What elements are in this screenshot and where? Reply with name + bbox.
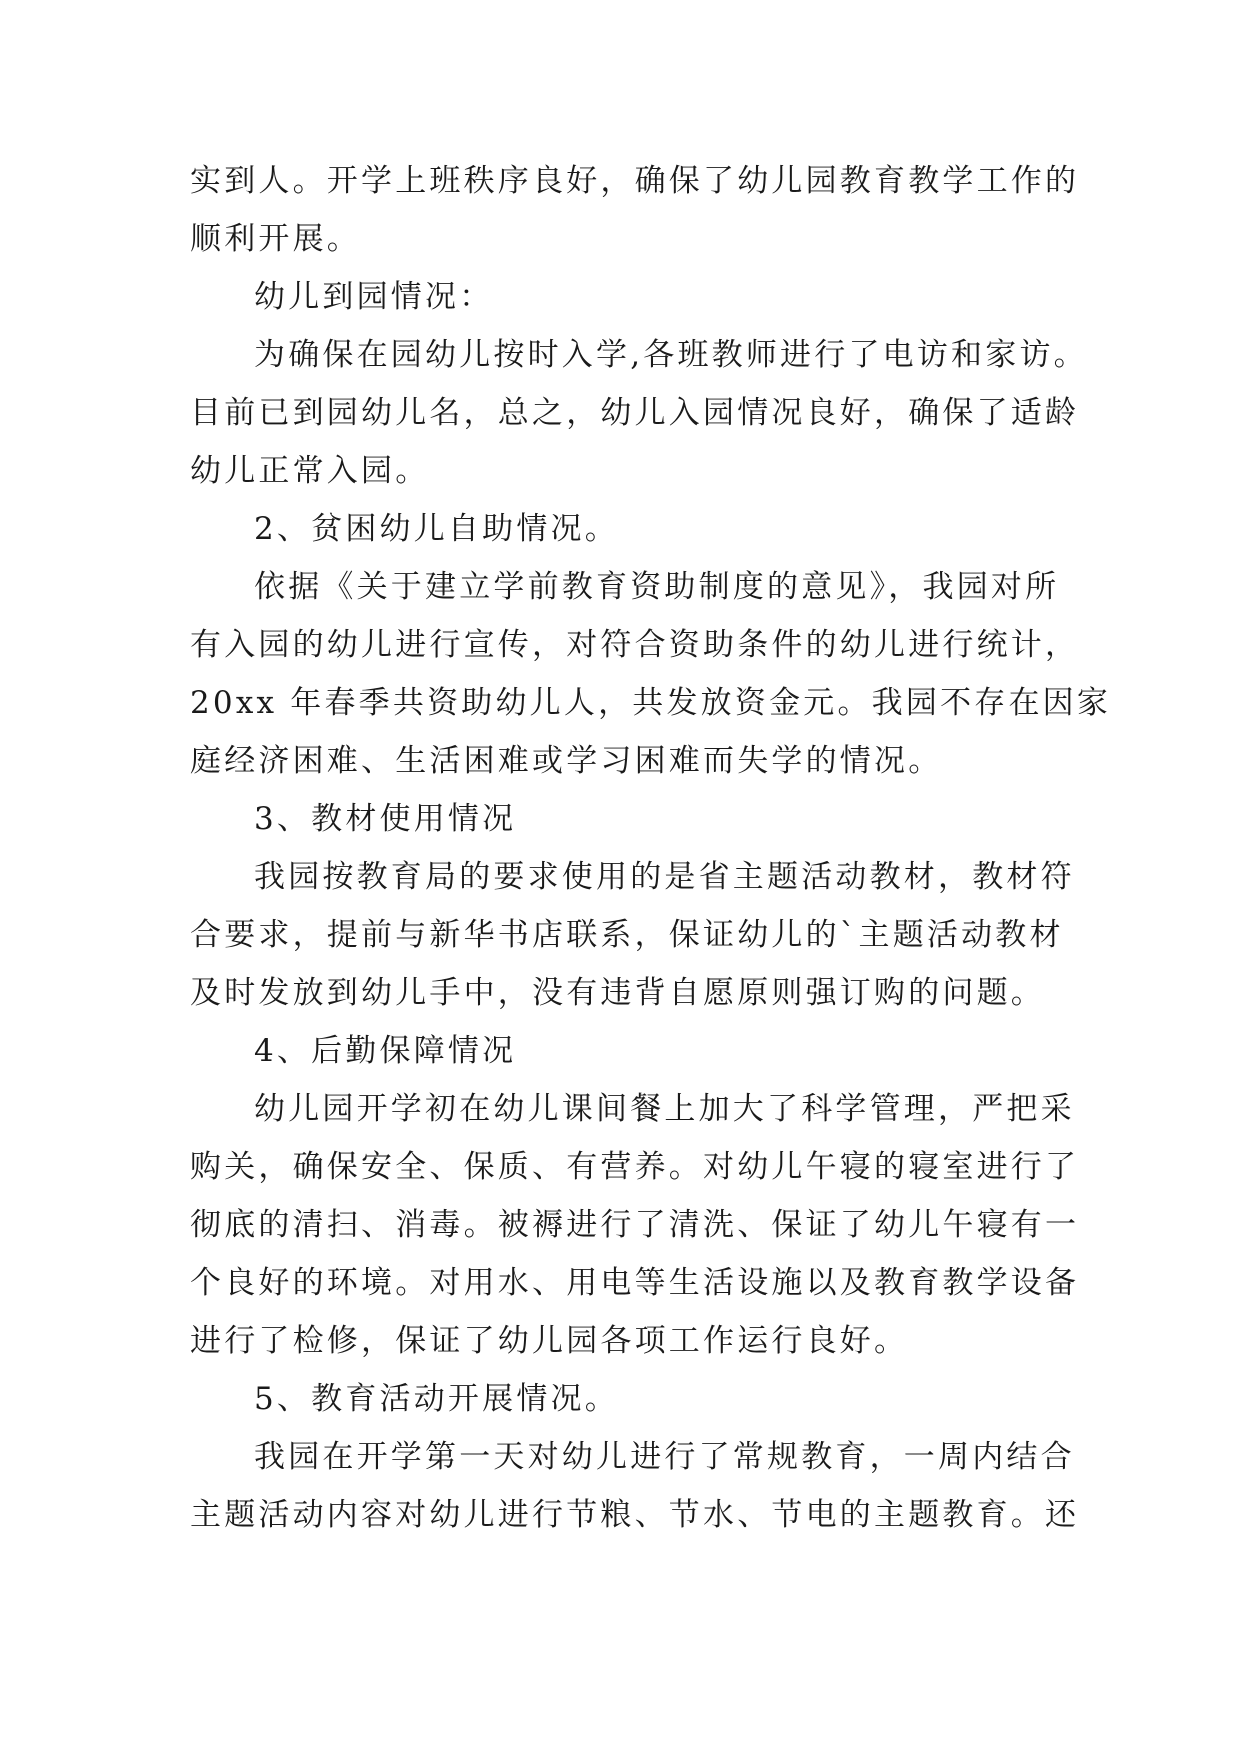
text-line: 及时发放到幼儿手中，没有违背自愿原则强订购的问题。 bbox=[190, 975, 1045, 1011]
text-line: 个良好的环境。对用水、用电等生活设施以及教育教学设备 bbox=[190, 1265, 1080, 1301]
section-heading: 4、后勤保障情况 bbox=[254, 1033, 517, 1069]
text-line: 20xx 年春季共资助幼儿人，共发放资金元。我园不存在因家 bbox=[190, 685, 1112, 721]
text-line: 彻底的清扫、消毒。被褥进行了清洗、保证了幼儿午寝有一 bbox=[190, 1207, 1080, 1243]
section-heading: 2、贫困幼儿自助情况。 bbox=[254, 511, 619, 547]
text-line: 庭经济困难、生活困难或学习困难而失学的情况。 bbox=[190, 743, 943, 779]
document-body bbox=[190, 152, 1112, 1544]
text-line: 进行了检修，保证了幼儿园各项工作运行良好。 bbox=[190, 1323, 909, 1359]
text-line: 我园按教育局的要求使用的是省主题活动教材，教材符 bbox=[254, 859, 1075, 895]
text-line: 顺利开展。 bbox=[190, 221, 361, 257]
text-line: 实到人。开学上班秩序良好，确保了幼儿园教育教学工作的 bbox=[190, 163, 1080, 199]
text-line: 幼儿正常入园。 bbox=[190, 453, 430, 489]
text-line: 目前已到园幼儿名，总之，幼儿入园情况良好，确保了适龄 bbox=[190, 395, 1080, 431]
section-heading: 幼儿到园情况： bbox=[254, 279, 494, 315]
text-line: 我园在开学第一天对幼儿进行了常规教育，一周内结合 bbox=[254, 1439, 1075, 1475]
text-line: 有入园的幼儿进行宣传，对符合资助条件的幼儿进行统计， bbox=[190, 627, 1080, 663]
text-line: 主题活动内容对幼儿进行节粮、节水、节电的主题教育。还 bbox=[190, 1497, 1080, 1533]
section-heading: 5、教育活动开展情况。 bbox=[254, 1381, 619, 1417]
text-line: 购关，确保安全、保质、有营养。对幼儿午寝的寝室进行了 bbox=[190, 1149, 1080, 1185]
text-line: 合要求，提前与新华书店联系，保证幼儿的`主题活动教材 bbox=[190, 917, 1064, 953]
text-line: 为确保在园幼儿按时入学,各班教师进行了电访和家访。 bbox=[254, 337, 1088, 373]
text-line: 依据《关于建立学前教育资助制度的意见》，我园对所 bbox=[254, 569, 1060, 605]
text-line: 幼儿园开学初在幼儿课间餐上加大了科学管理，严把采 bbox=[254, 1091, 1075, 1127]
section-heading: 3、教材使用情况 bbox=[254, 801, 517, 837]
